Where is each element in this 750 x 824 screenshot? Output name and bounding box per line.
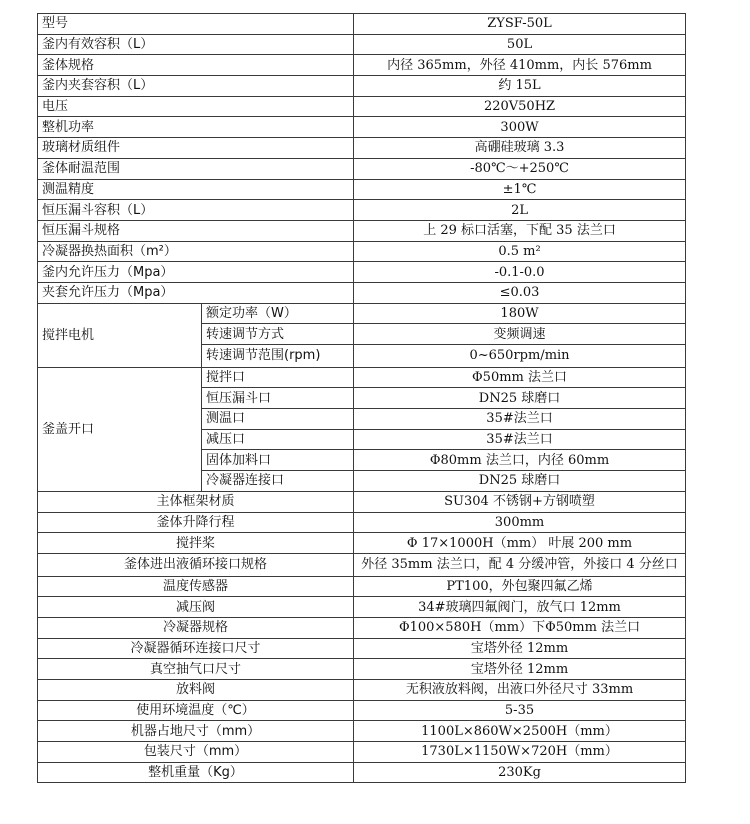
table-row: [38, 282, 686, 303]
table-row: [38, 303, 686, 324]
table-row: [38, 721, 686, 742]
row-value: Φ100×580H（mm）下Φ50mm 法兰口: [354, 617, 686, 638]
row-label: 转速调节范围(rpm): [202, 345, 354, 368]
row-label: 釜内允许压力（Mpa）: [38, 262, 354, 283]
row-label: 整机重量（Kg）: [38, 762, 354, 783]
table-row: [38, 138, 686, 159]
table-row: [38, 680, 686, 701]
row-value: 34#玻璃四氟阀门，放气口 12mm: [354, 597, 686, 618]
row-value: PT100，外包聚四氟乙烯: [354, 576, 686, 597]
table-row: [38, 533, 686, 554]
table-row: [38, 55, 686, 76]
row-label: 转速调节方式: [202, 324, 354, 345]
row-value: 外径 35mm 法兰口，配 4 分缓冲管，外接口 4 分丝口: [354, 553, 686, 576]
row-label: 包装尺寸（mm）: [38, 742, 354, 763]
row-label: 冷凝器循环连接口尺寸: [38, 638, 354, 659]
table-row: [38, 700, 686, 721]
row-value: 2L: [354, 200, 686, 221]
row-value: -0.1-0.0: [354, 262, 686, 283]
row-value: Φ80mm 法兰口，内径 60mm: [354, 450, 686, 471]
row-value: 50L: [354, 34, 686, 55]
table-row: [38, 762, 686, 783]
row-value: 1100L×860W×2500H（mm）: [354, 721, 686, 742]
row-value: 无积液放料阀，出液口外径尺寸 33mm: [354, 680, 686, 701]
row-value: ±1℃: [354, 179, 686, 200]
row-value: -80℃～+250℃: [354, 158, 686, 179]
row-label: 真空抽气口尺寸: [38, 659, 354, 680]
lid-group-label: 釜盖开口: [38, 367, 202, 491]
table-row: [38, 179, 686, 200]
row-label: 搅拌桨: [38, 533, 354, 554]
table-row: [38, 512, 686, 533]
row-label: 电压: [38, 96, 354, 117]
table-row: [38, 262, 686, 283]
table-row: [38, 576, 686, 597]
table-row: [38, 200, 686, 221]
row-value: Φ50mm 法兰口: [354, 367, 686, 388]
row-label: 釜体升降行程: [38, 512, 354, 533]
table-row: [38, 597, 686, 618]
row-value: 高硼硅玻璃 3.3: [354, 138, 686, 159]
row-label: 整机功率: [38, 117, 354, 138]
row-label: 额定功率（W）: [202, 303, 354, 324]
row-value: 300W: [354, 117, 686, 138]
row-label: 冷凝器连接口: [202, 471, 354, 492]
row-label: 恒压漏斗规格: [38, 220, 354, 241]
spec-table: [37, 13, 686, 783]
row-label: 釜体耐温范围: [38, 158, 354, 179]
table-row: [38, 491, 686, 512]
row-value: Φ 17×1000H（mm） 叶展 200 mm: [354, 533, 686, 554]
row-label: 机器占地尺寸（mm）: [38, 721, 354, 742]
row-value: DN25 球磨口: [354, 388, 686, 409]
row-label: 固体加料口: [202, 450, 354, 471]
row-label: 使用环境温度（℃）: [38, 700, 354, 721]
table-row: [38, 638, 686, 659]
table-row: [38, 742, 686, 763]
row-label: 测温精度: [38, 179, 354, 200]
row-value: 0~650rpm/min: [354, 345, 686, 368]
row-value: ≤0.03: [354, 282, 686, 303]
row-label: 减压阀: [38, 597, 354, 618]
row-value: 上 29 标口活塞，下配 35 法兰口: [354, 220, 686, 241]
row-value: 300mm: [354, 512, 686, 533]
table-row: [38, 659, 686, 680]
table-row: [38, 553, 686, 576]
row-value: 220V50HZ: [354, 96, 686, 117]
table-row: [38, 14, 686, 35]
row-value: 0.5 m²: [354, 241, 686, 262]
row-label: 测温口: [202, 409, 354, 430]
table-row: [38, 117, 686, 138]
row-label: 搅拌口: [202, 367, 354, 388]
row-value: 变频调速: [354, 324, 686, 345]
row-value: DN25 球磨口: [354, 471, 686, 492]
row-value: 35#法兰口: [354, 409, 686, 430]
row-value: 5-35: [354, 700, 686, 721]
row-value: ZYSF-50L: [354, 14, 686, 35]
row-label: 恒压漏斗口: [202, 388, 354, 409]
row-label: 冷凝器规格: [38, 617, 354, 638]
row-label: 冷凝器换热面积（m²）: [38, 241, 354, 262]
row-value: 约 15L: [354, 76, 686, 97]
row-label: 减压口: [202, 429, 354, 450]
row-label: 釜内夹套容积（L）: [38, 76, 354, 97]
row-label: 玻璃材质组件: [38, 138, 354, 159]
table-row: [38, 220, 686, 241]
row-label: 放料阀: [38, 680, 354, 701]
row-value: 宝塔外径 12mm: [354, 638, 686, 659]
row-label: 恒压漏斗容积（L）: [38, 200, 354, 221]
row-value: 230Kg: [354, 762, 686, 783]
table-row: [38, 76, 686, 97]
row-label: 釜体规格: [38, 55, 354, 76]
table-row: [38, 158, 686, 179]
table-row: [38, 34, 686, 55]
row-label: 型号: [38, 14, 354, 35]
row-label: 主体框架材质: [38, 491, 354, 512]
motor-group-label: 搅拌电机: [38, 303, 202, 367]
row-label: 釜体进出液循环接口规格: [38, 553, 354, 576]
row-label: 温度传感器: [38, 576, 354, 597]
row-value: 35#法兰口: [354, 429, 686, 450]
table-row: [38, 96, 686, 117]
table-row: [38, 367, 686, 388]
table-row: [38, 241, 686, 262]
row-label: 夹套允许压力（Mpa）: [38, 282, 354, 303]
row-label: 釜内有效容积（L）: [38, 34, 354, 55]
row-value: 180W: [354, 303, 686, 324]
row-value: 宝塔外径 12mm: [354, 659, 686, 680]
table-row: [38, 617, 686, 638]
row-value: SU304 不锈钢+方钢喷塑: [354, 491, 686, 512]
row-value: 1730L×1150W×720H（mm）: [354, 742, 686, 763]
row-value: 内径 365mm，外径 410mm，内长 576mm: [354, 55, 686, 76]
